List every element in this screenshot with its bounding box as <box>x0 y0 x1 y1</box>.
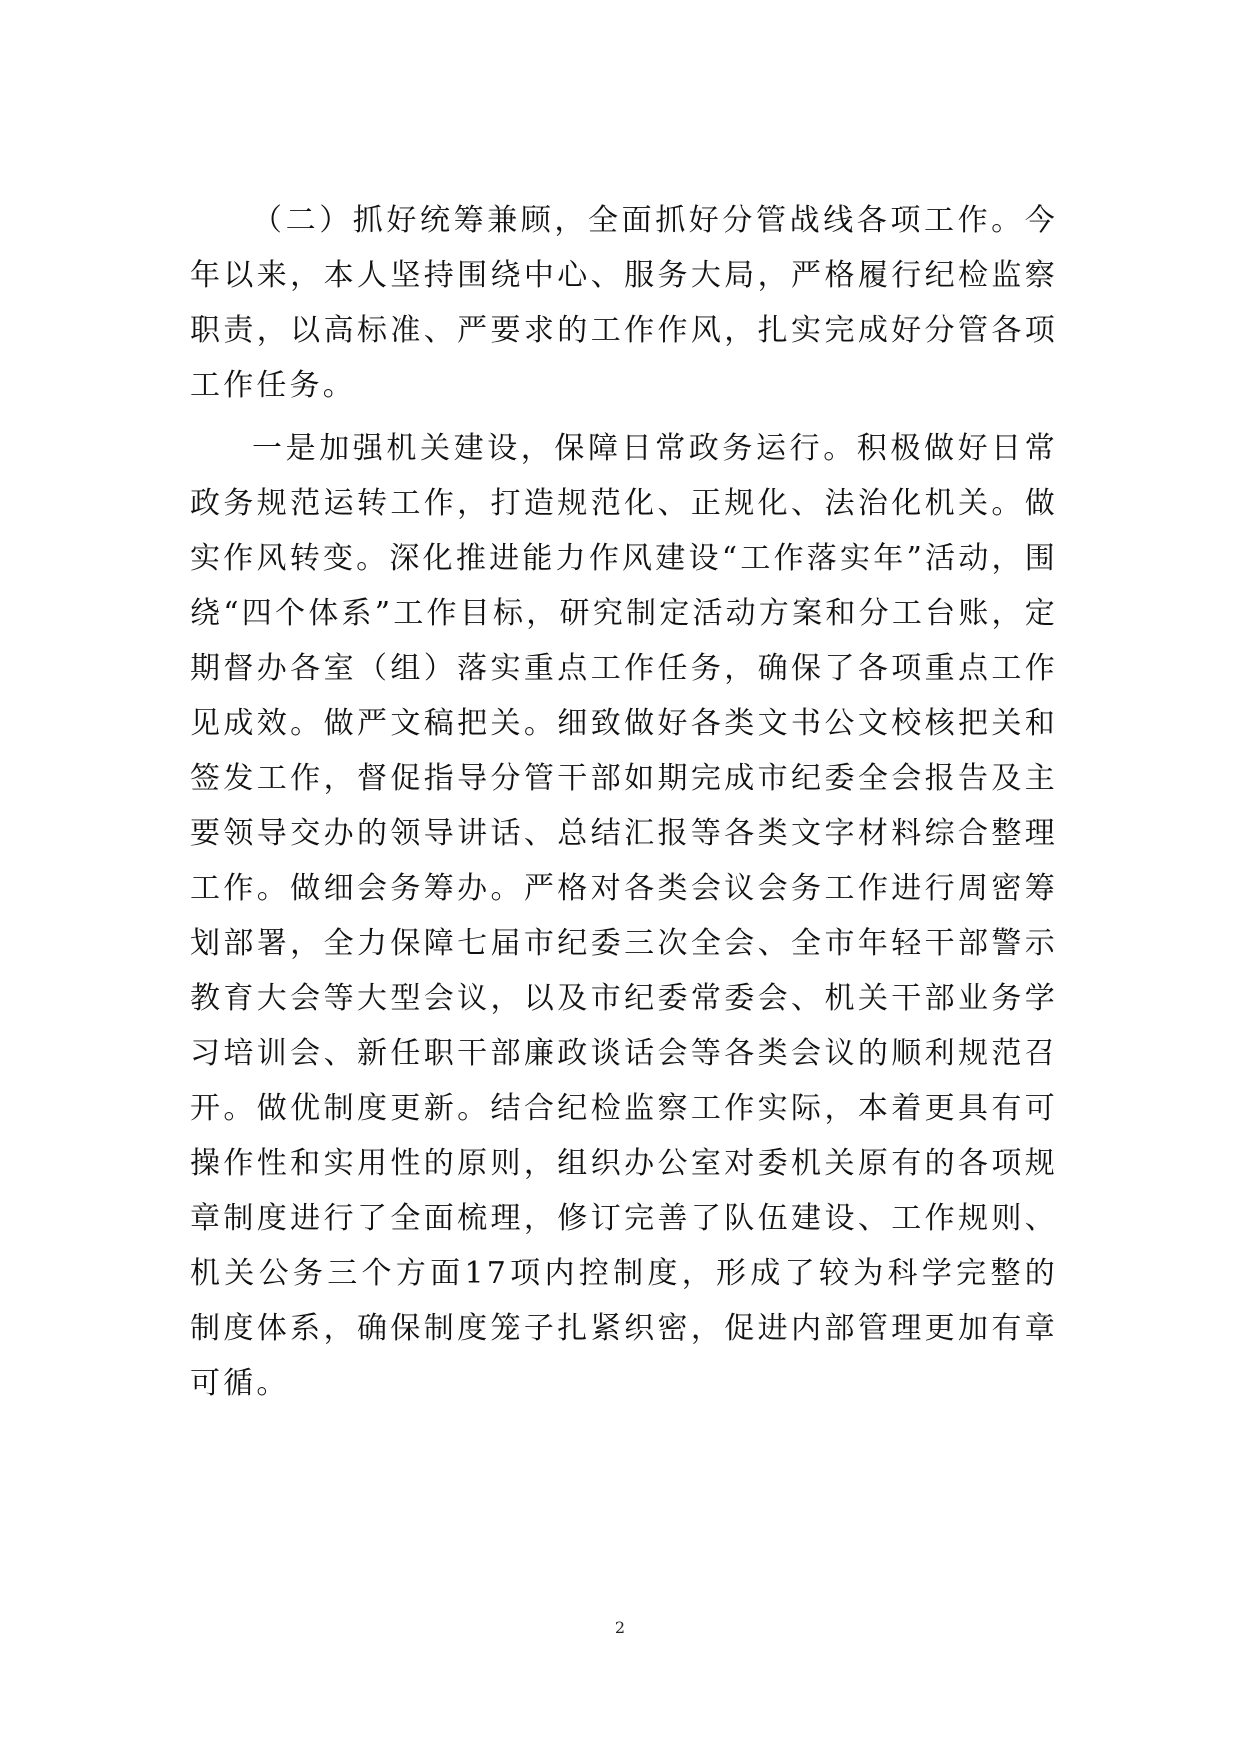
page-number: 2 <box>614 1618 626 1637</box>
document-body <box>190 193 1058 1411</box>
paragraph-section-two-intro: （二）抓好统筹兼顾，全面抓好分管战线各项工作。今年以来，本人坚持围绕中心、服务大局，严格履行纪检监察职责，以高标准、严要求的工作作风，扎实完成好分管各项工作任务。 <box>190 203 1058 403</box>
paragraph-agency-building: 一是加强机关建设，保障日常政务运行。积极做好日常政务规范运转工作，打造规范化、正规化、法治化机关。做实作风转变。深化推进能力作风建设“工作落实年”活动，围绕“四个体系”工作目标，研究制定活动方案和分工台账，定期督办各室（组）落实重点工作任务，确保了各项重点工作见成效。做严文稿把关。细致做好各类文书公文校核把关和签发工作，督促指导分管干部如期完成市纪委全会报告及主要领导交办的领导讲话、总结汇报等各类文字材料综合整理工作。做细会务筹办。严格对各类会议会务工作进行周密筹划部署，全力保障七届市纪委三次全会、全市年轻干部警示教育大会等大型会议，以及市纪委常委会、机关干部业务学习培训会、新任职干部廉政谈话会等各类会议的顺利规范召开。做优制度更新。结合纪检监察工作实际，本着更具有可操作性和实用性的原则，组织办公室对委机关原有的各项规章制度进行了全面梳理，修订完善了队伍建设、工作规则、机关公务三个方面17项内控制度，形成了较为科学完整的制度体系，确保制度笼子扎紧织密，促进内部管理更加有章可循。 <box>190 431 1058 1401</box>
